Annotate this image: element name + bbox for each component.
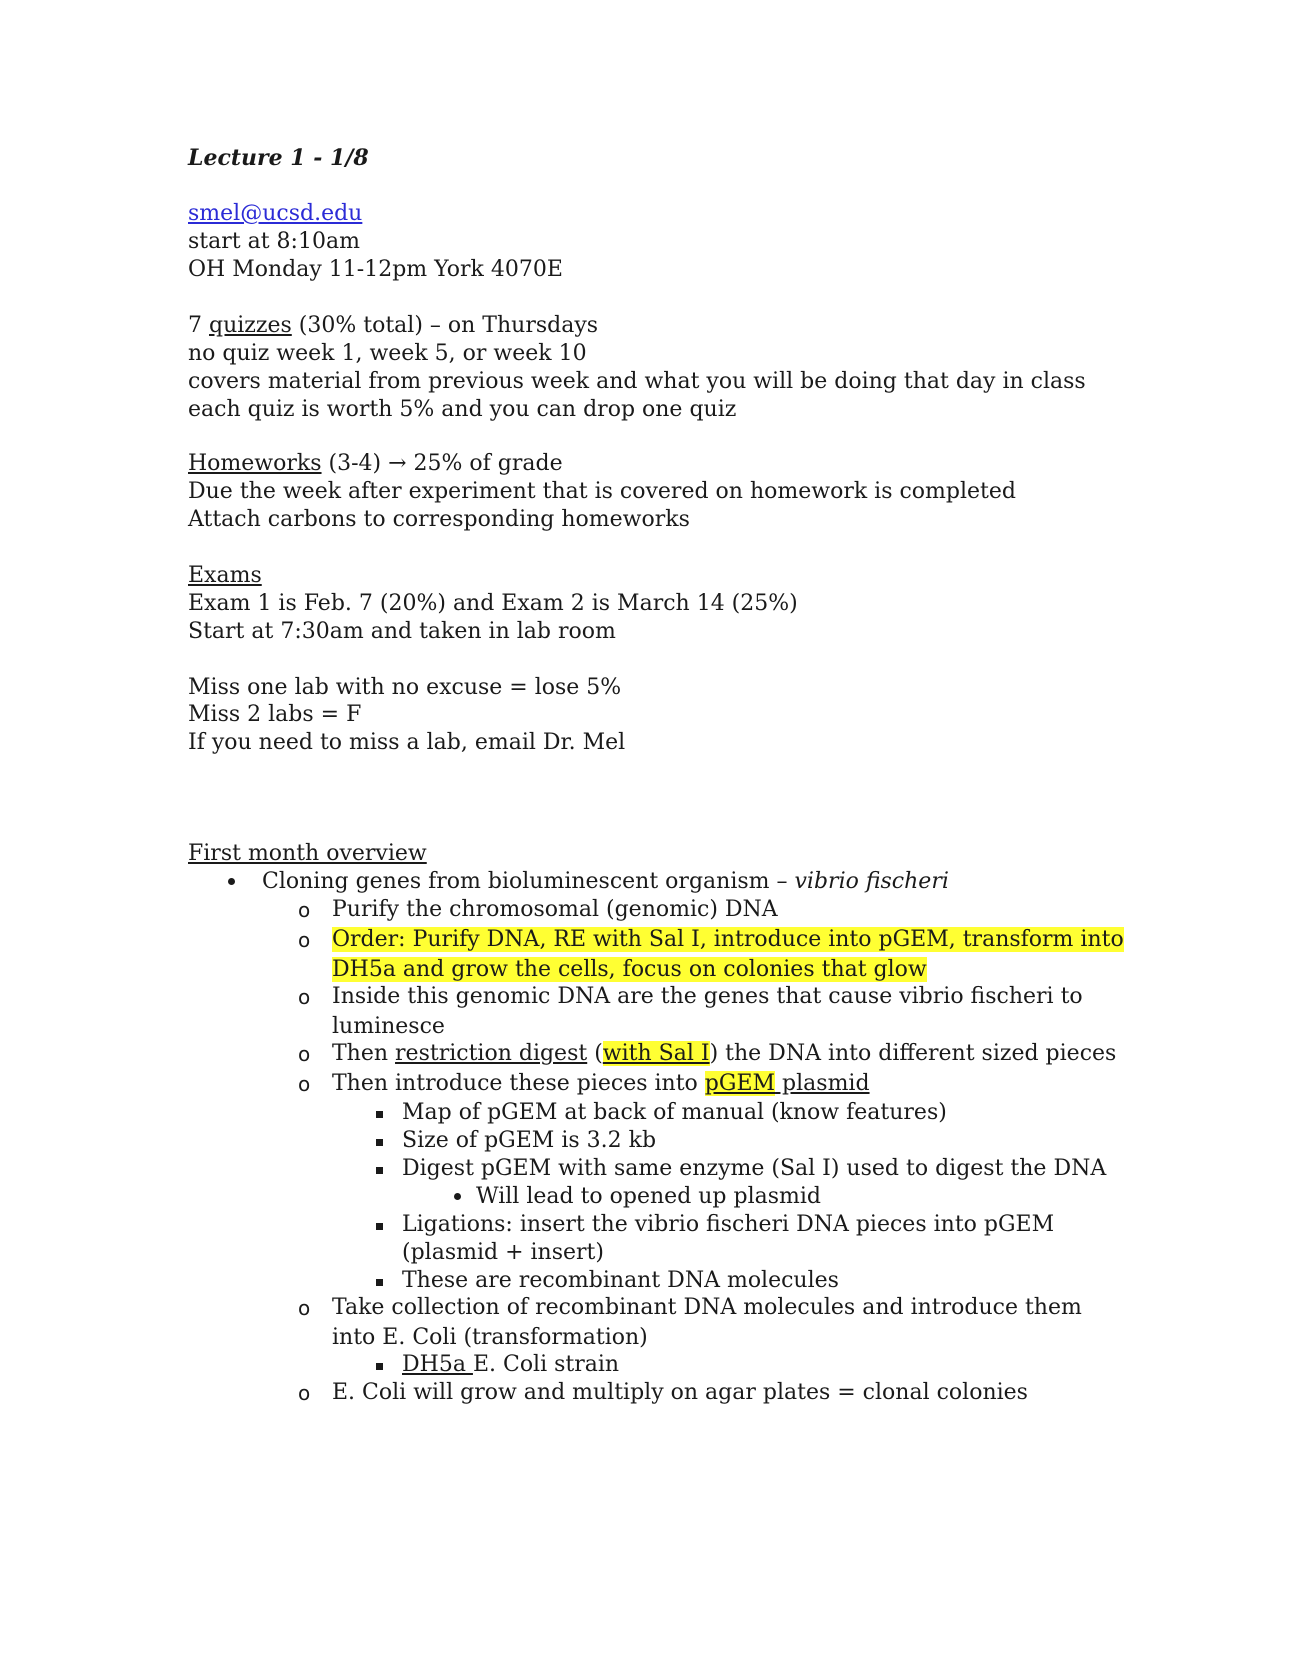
exam-line-2: Start at 7:30am and taken in lab room xyxy=(188,619,616,644)
homework-line-2: Attach carbons to corresponding homeworks xyxy=(188,507,690,532)
quiz-line-3: each quiz is worth 5% and you can drop one quiz xyxy=(188,397,737,422)
start-time: start at 8:10am xyxy=(188,229,360,254)
sub-strain: DH5a E. Coli strain xyxy=(402,1352,620,1377)
bullet-square xyxy=(376,1139,383,1146)
item-order-line-2: DH5a and grow the cells, focus on colonies that glow xyxy=(332,957,927,982)
item-introduce: Then introduce these pieces into pGEM plasmid xyxy=(332,1071,870,1096)
exams-heading: Exams xyxy=(188,563,262,588)
bullet-o: o xyxy=(298,1072,311,1096)
quizzes-heading: 7 quizzes (30% total) – on Thursdays xyxy=(188,313,599,338)
overview-bullet: Cloning genes from bioluminescent organism – vibrio fischeri xyxy=(262,869,949,894)
sub-recombinant: These are recombinant DNA molecules xyxy=(402,1268,839,1293)
subsub-open: Will lead to opened up plasmid xyxy=(476,1184,822,1209)
bullet-square xyxy=(376,1111,383,1118)
sub-ligation-line-1: Ligations: insert the vibrio fischeri DNA pieces into pGEM xyxy=(402,1212,1055,1237)
item-digest: Then restriction digest (with Sal I) the DNA into different sized pieces xyxy=(332,1041,1117,1066)
bullet-square xyxy=(376,1167,383,1174)
bullet-o: o xyxy=(298,985,311,1009)
quizzes-word: quizzes xyxy=(209,313,292,338)
sub-ligation-line-2: (plasmid + insert) xyxy=(402,1240,604,1265)
email-link[interactable]: smel@ucsd.edu xyxy=(188,201,363,226)
sub-map: Map of pGEM at back of manual (know features) xyxy=(402,1100,947,1125)
item-inside-line-1: Inside this genomic DNA are the genes that cause vibrio fischeri to xyxy=(332,984,1083,1009)
item-inside-line-2: luminesce xyxy=(332,1014,445,1039)
item-order-line-1: Order: Purify DNA, RE with Sal I, introduce into pGEM, transform into xyxy=(332,927,1124,952)
attendance-line-3: If you need to miss a lab, email Dr. Mel xyxy=(188,730,626,755)
attendance-line-2: Miss 2 labs = F xyxy=(188,702,362,727)
bullet-dot xyxy=(228,878,235,885)
bullet-o: o xyxy=(298,1381,311,1405)
lecture-title: Lecture 1 - 1/8 xyxy=(188,145,369,171)
sub-digest: Digest pGEM with same enzyme (Sal I) used to digest the DNA xyxy=(402,1156,1107,1181)
homeworks-word: Homeworks xyxy=(188,451,322,476)
attendance-line-1: Miss one lab with no excuse = lose 5% xyxy=(188,675,622,700)
bullet-square xyxy=(376,1223,383,1230)
item-grow: E. Coli will grow and multiply on agar plates = clonal colonies xyxy=(332,1380,1028,1405)
overview-heading: First month overview xyxy=(188,841,427,866)
bullet-square xyxy=(376,1279,383,1286)
bullet-o: o xyxy=(298,1296,311,1320)
bullet-o: o xyxy=(298,898,311,922)
item-take-line-1: Take collection of recombinant DNA molecules and introduce them xyxy=(332,1295,1082,1320)
bullet-square xyxy=(376,1363,383,1370)
office-hours: OH Monday 11-12pm York 4070E xyxy=(188,257,563,282)
bullet-dot xyxy=(454,1193,461,1200)
bullet-o: o xyxy=(298,928,311,952)
exam-line-1: Exam 1 is Feb. 7 (20%) and Exam 2 is March 14 (25%) xyxy=(188,591,798,616)
homeworks-heading: Homeworks (3-4) → 25% of grade xyxy=(188,451,563,476)
quiz-line-1: no quiz week 1, week 5, or week 10 xyxy=(188,341,587,366)
sub-size: Size of pGEM is 3.2 kb xyxy=(402,1128,657,1153)
bullet-o: o xyxy=(298,1042,311,1066)
item-purify: Purify the chromosomal (genomic) DNA xyxy=(332,897,778,922)
homework-line-1: Due the week after experiment that is covered on homework is completed xyxy=(188,479,1016,504)
item-take-line-2: into E. Coli (transformation) xyxy=(332,1325,648,1350)
quiz-line-2: covers material from previous week and what you will be doing that day in class xyxy=(188,369,1086,394)
